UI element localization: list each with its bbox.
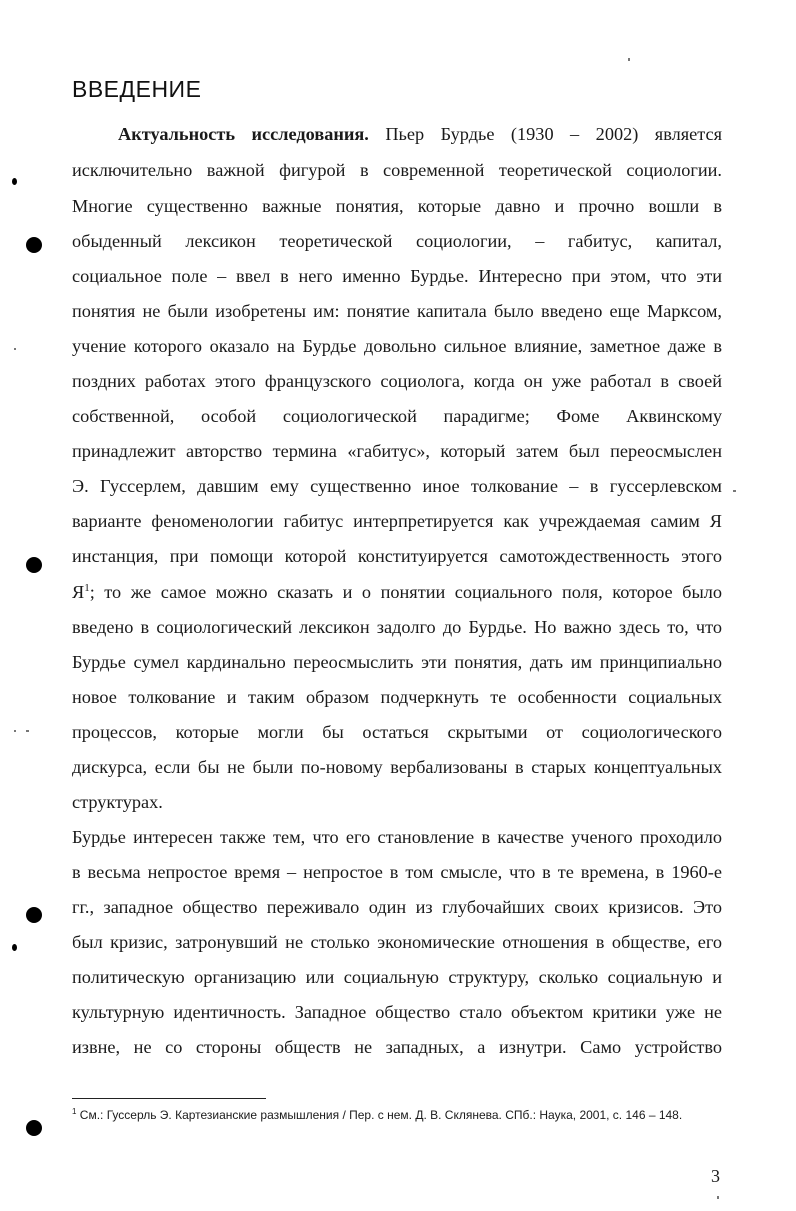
scan-speck: [733, 490, 736, 492]
paragraph-line: введено в социологический лексикон задолго до Бурдье. Но важно здесь то, что: [72, 617, 722, 637]
section-lead: Актуальность исследования.: [118, 124, 369, 144]
scan-speck: [26, 730, 29, 732]
scan-speck: [717, 1196, 719, 1199]
paragraph-line: политическую организацию или социальную структуру, сколько социальную и: [72, 967, 722, 987]
binder-hole-dot: [26, 557, 42, 573]
paragraph-text: Пьер Бурдье (1930 – 2002) является: [368, 124, 722, 144]
paragraph-line: принадлежит авторство термина «габитус», который затем был переосмыслен: [72, 441, 722, 461]
page-title: ВВЕДЕНИЕ: [72, 76, 202, 102]
paragraph-line: инстанция, при помощи которой конституируется самотождественность этого: [72, 546, 722, 566]
paragraph-line: дискурса, если бы не были по-новому вербализованы в старых концептуальных: [72, 757, 722, 777]
paragraph-line: собственной, особой социологической парадигме; Фоме Аквинскому: [72, 406, 722, 426]
page-number: 3: [711, 1166, 720, 1186]
paragraph-line: [118, 124, 722, 144]
paragraph-line: был кризис, затронувший не столько экономические отношения в обществе, его: [72, 932, 722, 952]
paragraph-line: Многие существенно важные понятия, которые давно и прочно вошли в: [72, 196, 722, 216]
paragraph-line: гг., западное общество переживало один из глубочайших своих кризисов. Это: [72, 897, 722, 917]
paragraph-line: культурную идентичность. Западное общество стало объектом критики уже не: [72, 1002, 722, 1022]
footnote-number: 1: [72, 1107, 77, 1116]
margin-mark-dot: [12, 944, 17, 951]
margin-mark-dot: [12, 178, 17, 185]
paragraph-line: понятия не были изобретены им: понятие капитала было введено еще Марксом,: [72, 301, 722, 321]
paragraph-line: извне, не со стороны обществ не западных, а изнутри. Само устройство: [72, 1037, 722, 1057]
footnote-text: См.: Гуссерль Э. Картезианские размышления / Пер. с нем. Д. В. Склянева. СПб.: Наука, 2001, с. 146 – 148.: [76, 1108, 683, 1122]
footnote-divider: [72, 1098, 266, 1099]
paragraph-line: Бурдье сумел кардинально переосмыслить эти понятия, дать им принципиально: [72, 652, 722, 672]
footnote-reference: 1: [84, 581, 90, 594]
scan-speck: [628, 58, 630, 61]
binder-hole-dot: [26, 1120, 42, 1136]
paragraph-line: учение которого оказало на Бурдье довольно сильное влияние, заметное даже в: [72, 336, 722, 356]
paragraph-line: структурах.: [72, 792, 163, 812]
scan-speck: [14, 730, 16, 732]
paragraph-line: процессов, которые могли бы остаться скрытыми от социологического: [72, 722, 722, 742]
footnote: [72, 1108, 682, 1122]
binder-hole-dot: [26, 907, 42, 923]
binder-hole-dot: [26, 237, 42, 253]
paragraph-line: в весьма непростое время – непростое в том смысле, что в те времена, в 1960-е: [72, 862, 722, 882]
scan-speck: [14, 348, 16, 350]
paragraph-text: ; то же самое можно сказать и о понятии социального поля, которое было: [89, 582, 722, 602]
paragraph-line: обыденный лексикон теоретической социологии, – габитус, капитал,: [72, 231, 722, 251]
paragraph-line: варианте феноменологии габитус интерпретируется как учреждаемая самим Я: [72, 511, 722, 531]
paragraph-line: социальное поле – ввел в него именно Бурдье. Интересно при этом, что эти: [72, 266, 722, 286]
paragraph-line: поздних работах этого французского социолога, когда он уже работал в своей: [72, 371, 722, 391]
paragraph-line: исключительно важной фигурой в современной теоретической социологии.: [72, 160, 722, 180]
paragraph-text: Я: [72, 582, 85, 602]
paragraph-line: Э. Гуссерлем, давшим ему существенно иное толкование – в гуссерлевском: [72, 476, 722, 496]
paragraph-line: [72, 582, 722, 602]
paragraph-line: новое толкование и таким образом подчеркнуть те особенности социальных: [72, 687, 722, 707]
paragraph-line: Бурдье интересен также тем, что его становление в качестве ученого проходило: [72, 827, 722, 847]
